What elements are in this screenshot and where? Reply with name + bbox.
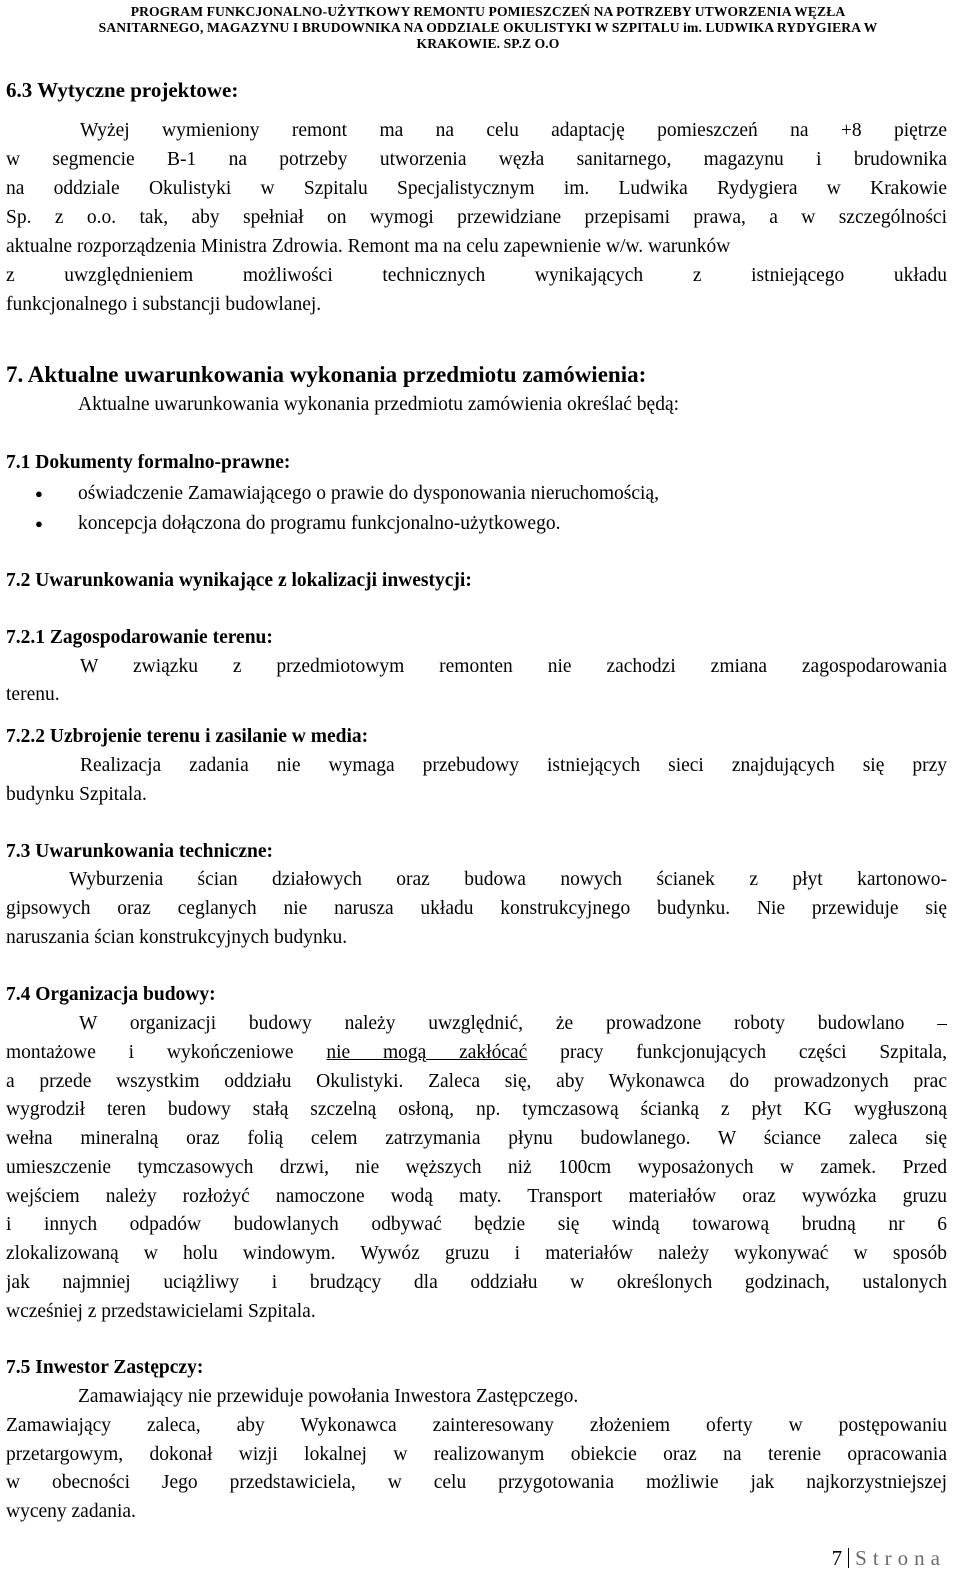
running-header (30, 4, 946, 52)
underlined-phrase: nie mogą zakłócać (326, 1042, 528, 1063)
paragraph-line: Wyżej wymieniony remont ma na celu adaptację pomieszczeń na +8 piętrze (80, 120, 947, 141)
section-7-2-heading: 7.2 Uwarunkowania wynikające z lokalizacji inwestycji: (6, 570, 472, 591)
paragraph-line: W organizacji budowy należy uwzględnić, że prowadzone roboty budowlano – (79, 1013, 947, 1034)
header-line-3: KRAKOWIE. SP.Z O.O (416, 36, 560, 51)
section-7-intro: Aktualne uwarunkowania wykonania przedmiotu zamówienia określać będą: (78, 394, 680, 415)
section-7-3-heading: 7.3 Uwarunkowania techniczne: (6, 841, 274, 862)
section-7-5-intro: Zamawiający nie przewiduje powołania Inwestora Zastępczego. (78, 1386, 579, 1407)
list-item: oświadczenie Zamawiającego o prawie do dysponowania nieruchomością, (78, 483, 659, 504)
paragraph-line: terenu. (6, 684, 60, 705)
section-7-1-heading: 7.1 Dokumenty formalno-prawne: (6, 452, 291, 473)
paragraph-line: Wyburzenia ścian działowych oraz budowa nowych ścianek z płyt kartonowo- (69, 869, 947, 890)
bullet-icon: ● (35, 486, 43, 501)
paragraph-line: na oddziale Okulistyki w Szpitalu Specjalistycznym im. Ludwika Rydygiera w Krakowie (6, 178, 947, 199)
header-line-1: PROGRAM FUNKCJONALNO-UŻYTKOWY REMONTU POMIESZCZEŃ NA POTRZEBY UTWORZENIA WĘZŁA (130, 4, 846, 19)
paragraph-line: i innych odpadów budowlanych odbywać będzie się windą towarową brudną nr 6 (6, 1214, 947, 1235)
header-line-2: SANITARNEGO, MAGAZYNU I BRUDOWNIKA NA ODDZIALE OKULISTYKI W SZPITALU im. LUDWIKA RYDYGIERA W (98, 20, 878, 35)
bullet-icon: ● (35, 516, 43, 531)
paragraph-line: naruszania ścian konstrukcyjnych budynku. (6, 927, 348, 948)
footer-separator (848, 1548, 849, 1568)
paragraph-line: w segmencie B-1 na potrzeby utworzenia węzła sanitarnego, magazynu i brudownika (6, 149, 947, 170)
section-7-2-2-heading: 7.2.2 Uzbrojenie terenu i zasilanie w media: (6, 726, 369, 747)
section-7-5-heading: 7.5 Inwestor Zastępczy: (6, 1357, 204, 1378)
paragraph-line: gipsowych oraz ceglanych nie narusza układu konstrukcyjnego budynku. Nie przewiduje się (6, 898, 947, 919)
paragraph-line: w obecności Jego przedstawiciela, w celu przygotowania możliwie jak najkorzystniejszej (6, 1472, 947, 1493)
paragraph-line: budynku Szpitala. (6, 784, 147, 805)
paragraph-line: umieszczenie tymczasowych drzwi, nie węższych niż 100cm wyposażonych w zamek. Przed (6, 1157, 947, 1178)
paragraph-line: wyceny zadania. (6, 1501, 136, 1522)
paragraph-line: z uwzględnieniem możliwości technicznych wynikających z istniejącego układu (6, 265, 947, 286)
paragraph-line: wcześniej z przedstawicielami Szpitala. (6, 1301, 316, 1322)
paragraph-line: wełna mineralną oraz folią celem zatrzymania płynu budowlanego. W ściance zaleca się (6, 1128, 947, 1149)
paragraph-line: Realizacja zadania nie wymaga przebudowy istniejących sieci znajdujących się przy (80, 755, 947, 776)
paragraph-line: wejściem należy rozłożyć namoczone wodą maty. Transport materiałów oraz wywózka gruzu (6, 1186, 947, 1207)
section-7-heading: 7. Aktualne uwarunkowania wykonania przedmiotu zamówienia: (6, 362, 647, 387)
page-number: 7 (831, 1546, 843, 1570)
page-label: Strona (855, 1546, 946, 1570)
paragraph-line: montażowe i wykończeniowe nie mogą zakłócać pracy funkcjonujących części Szpitala, (6, 1042, 947, 1063)
paragraph-line: funkcjonalnego i substancji budowlanej. (6, 294, 322, 315)
page-footer (832, 1546, 946, 1570)
paragraph-line: wygrodził teren budowy stałą szczelną osłoną, np. tymczasową ścianką z płyt KG wygłuszoną (6, 1099, 947, 1120)
list-item: koncepcja dołączona do programu funkcjonalno-użytkowego. (78, 513, 561, 534)
section-7-2-1-heading: 7.2.1 Zagospodarowanie terenu: (6, 627, 273, 648)
paragraph-line: jak najmniej uciążliwy i brudzący dla oddziału w określonych godzinach, ustalonych (6, 1272, 947, 1293)
paragraph-line: W związku z przedmiotowym remonten nie zachodzi zmiana zagospodarowania (80, 656, 947, 677)
section-7-4-heading: 7.4 Organizacja budowy: (6, 984, 216, 1005)
paragraph-line: przetargowym, dokonał wizji lokalnej w realizowanym obiekcie oraz na terenie opracowania (6, 1444, 947, 1465)
paragraph-line: aktualne rozporządzenia Ministra Zdrowia. Remont ma na celu zapewnienie w/w. warunków (6, 236, 731, 257)
section-6-3-heading: 6.3 Wytyczne projektowe: (6, 78, 239, 102)
paragraph-line: a przede wszystkim oddziału Okulistyki. Zaleca się, aby Wykonawca do prowadzonych prac (6, 1071, 947, 1092)
paragraph-line: zlokalizowaną w holu windowym. Wywóz gruzu i materiałów należy wykonywać w sposób (6, 1243, 947, 1264)
paragraph-line: Sp. z o.o. tak, aby spełniał on wymogi przewidziane przepisami prawa, a w szczególności (6, 207, 947, 228)
paragraph-line: Zamawiający zaleca, aby Wykonawca zainteresowany złożeniem oferty w postępowaniu (6, 1415, 947, 1436)
